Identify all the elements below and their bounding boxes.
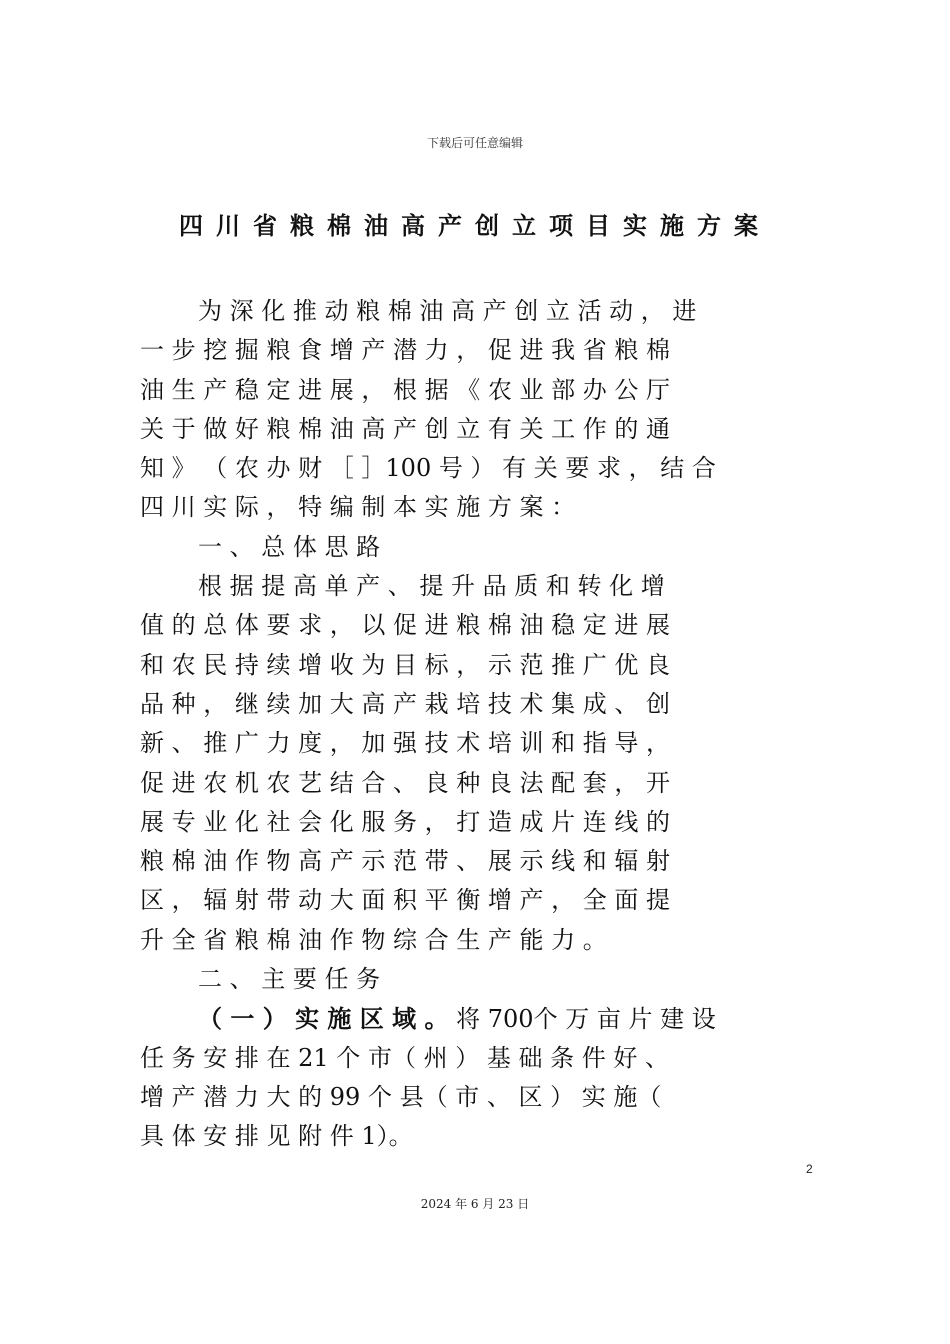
line-text: 一 、 总 体 思 路 (198, 532, 381, 561)
line-text: 展 专 业 化 社 会 化 服 务 ， 打 造 成 片 连 线 的 (140, 807, 671, 836)
line-text: 四 川 实 际 ， 特 编 制 本 实 施 方 案 ： (140, 493, 576, 522)
line-text: 区 ， 辐 射 带 动 大 面 积 平 衡 增 产 ， 全 面 提 (140, 886, 671, 915)
line-text: 升 全 省 粮 棉 油 作 物 综 合 生 产 能 力 。 (140, 925, 607, 954)
line-text: 品 种 ， 继 续 加 大 高 产 栽 培 技 术 集 成 、 创 (140, 689, 671, 718)
line-text: 任 务 安 排 在 21 个 市（ 州 ） 基 础 条 件 好 、 (140, 1043, 669, 1072)
line-text: 油 生 产 稳 定 进 展 ， 根 据 《 农 业 部 办 公 厅 (140, 375, 671, 404)
body-line (140, 606, 820, 645)
body-line (140, 960, 820, 999)
document-title: 四川省粮棉油高产创立项目实施方案 (179, 212, 771, 240)
body-line (140, 528, 820, 567)
body-line (140, 764, 820, 803)
line-text: 值 的 总 体 要 求 ， 以 促 进 粮 棉 油 稳 定 进 展 (140, 611, 671, 640)
page-number: 2 (806, 1162, 813, 1176)
body-line (140, 724, 820, 763)
line-text: 为 深 化 推 动 粮 棉 油 高 产 创 立 活 动 ， 进 (198, 297, 697, 325)
page-header: 下载后可任意编辑 (426, 136, 523, 150)
body-line (140, 371, 820, 410)
bold-heading: （ 一 ） 实 施 区 域 。 (198, 1004, 449, 1034)
line-text: 促 进 农 机 农 艺 结 合 、 良 种 良 法 配 套 ， 开 (140, 768, 671, 797)
body-line (140, 999, 820, 1038)
body-line (140, 567, 820, 606)
body-line (140, 803, 820, 842)
body-line (140, 292, 820, 331)
body-line (140, 842, 820, 881)
line-text: 和 农 民 持 续 增 收 为 目 标 ， 示 范 推 广 优 良 (140, 650, 671, 679)
line-text: 根 据 提 高 单 产 、 提 升 品 质 和 转 化 增 (198, 572, 665, 601)
line-text: 关 于 做 好 粮 棉 油 高 产 创 立 有 关 工 作 的 通 (140, 414, 671, 443)
body-line (140, 646, 820, 685)
body-line (140, 331, 820, 370)
body-line (140, 921, 820, 960)
body-line (140, 410, 820, 449)
body-line (140, 1078, 820, 1117)
line-text: 新 、 推 广 力 度 ， 加 强 技 术 培 训 和 指 导 ， (140, 729, 671, 758)
body-line (140, 488, 820, 527)
body-line (140, 881, 820, 920)
body-line (140, 449, 820, 488)
page-footer-date: 2024 年 6 月 23 日 (420, 1197, 530, 1211)
document-body (140, 292, 820, 1157)
line-text: 粮 棉 油 作 物 高 产 示 范 带 、 展 示 线 和 辐 射 (140, 847, 671, 876)
line-text: 增 产 潜 力 大 的 99 个 县（ 市 、 区 ） 实 施（ (140, 1082, 662, 1111)
line-text: 具 体 安 排 见 附 件 1）。 (140, 1122, 413, 1151)
line-text: 将 700个 万 亩 片 建 设 (448, 1005, 716, 1034)
body-line (140, 1039, 820, 1078)
body-line (140, 1117, 820, 1156)
line-text: 知 》 （ 农 办 财 ［ ］100 号 ） 有 关 要 求 ， 结 合 (140, 454, 716, 483)
line-text: 二 、 主 要 任 务 (198, 965, 381, 994)
body-line (140, 685, 820, 724)
line-text: 一 步 挖 掘 粮 食 增 产 潜 力 ， 促 进 我 省 粮 棉 (140, 336, 671, 365)
